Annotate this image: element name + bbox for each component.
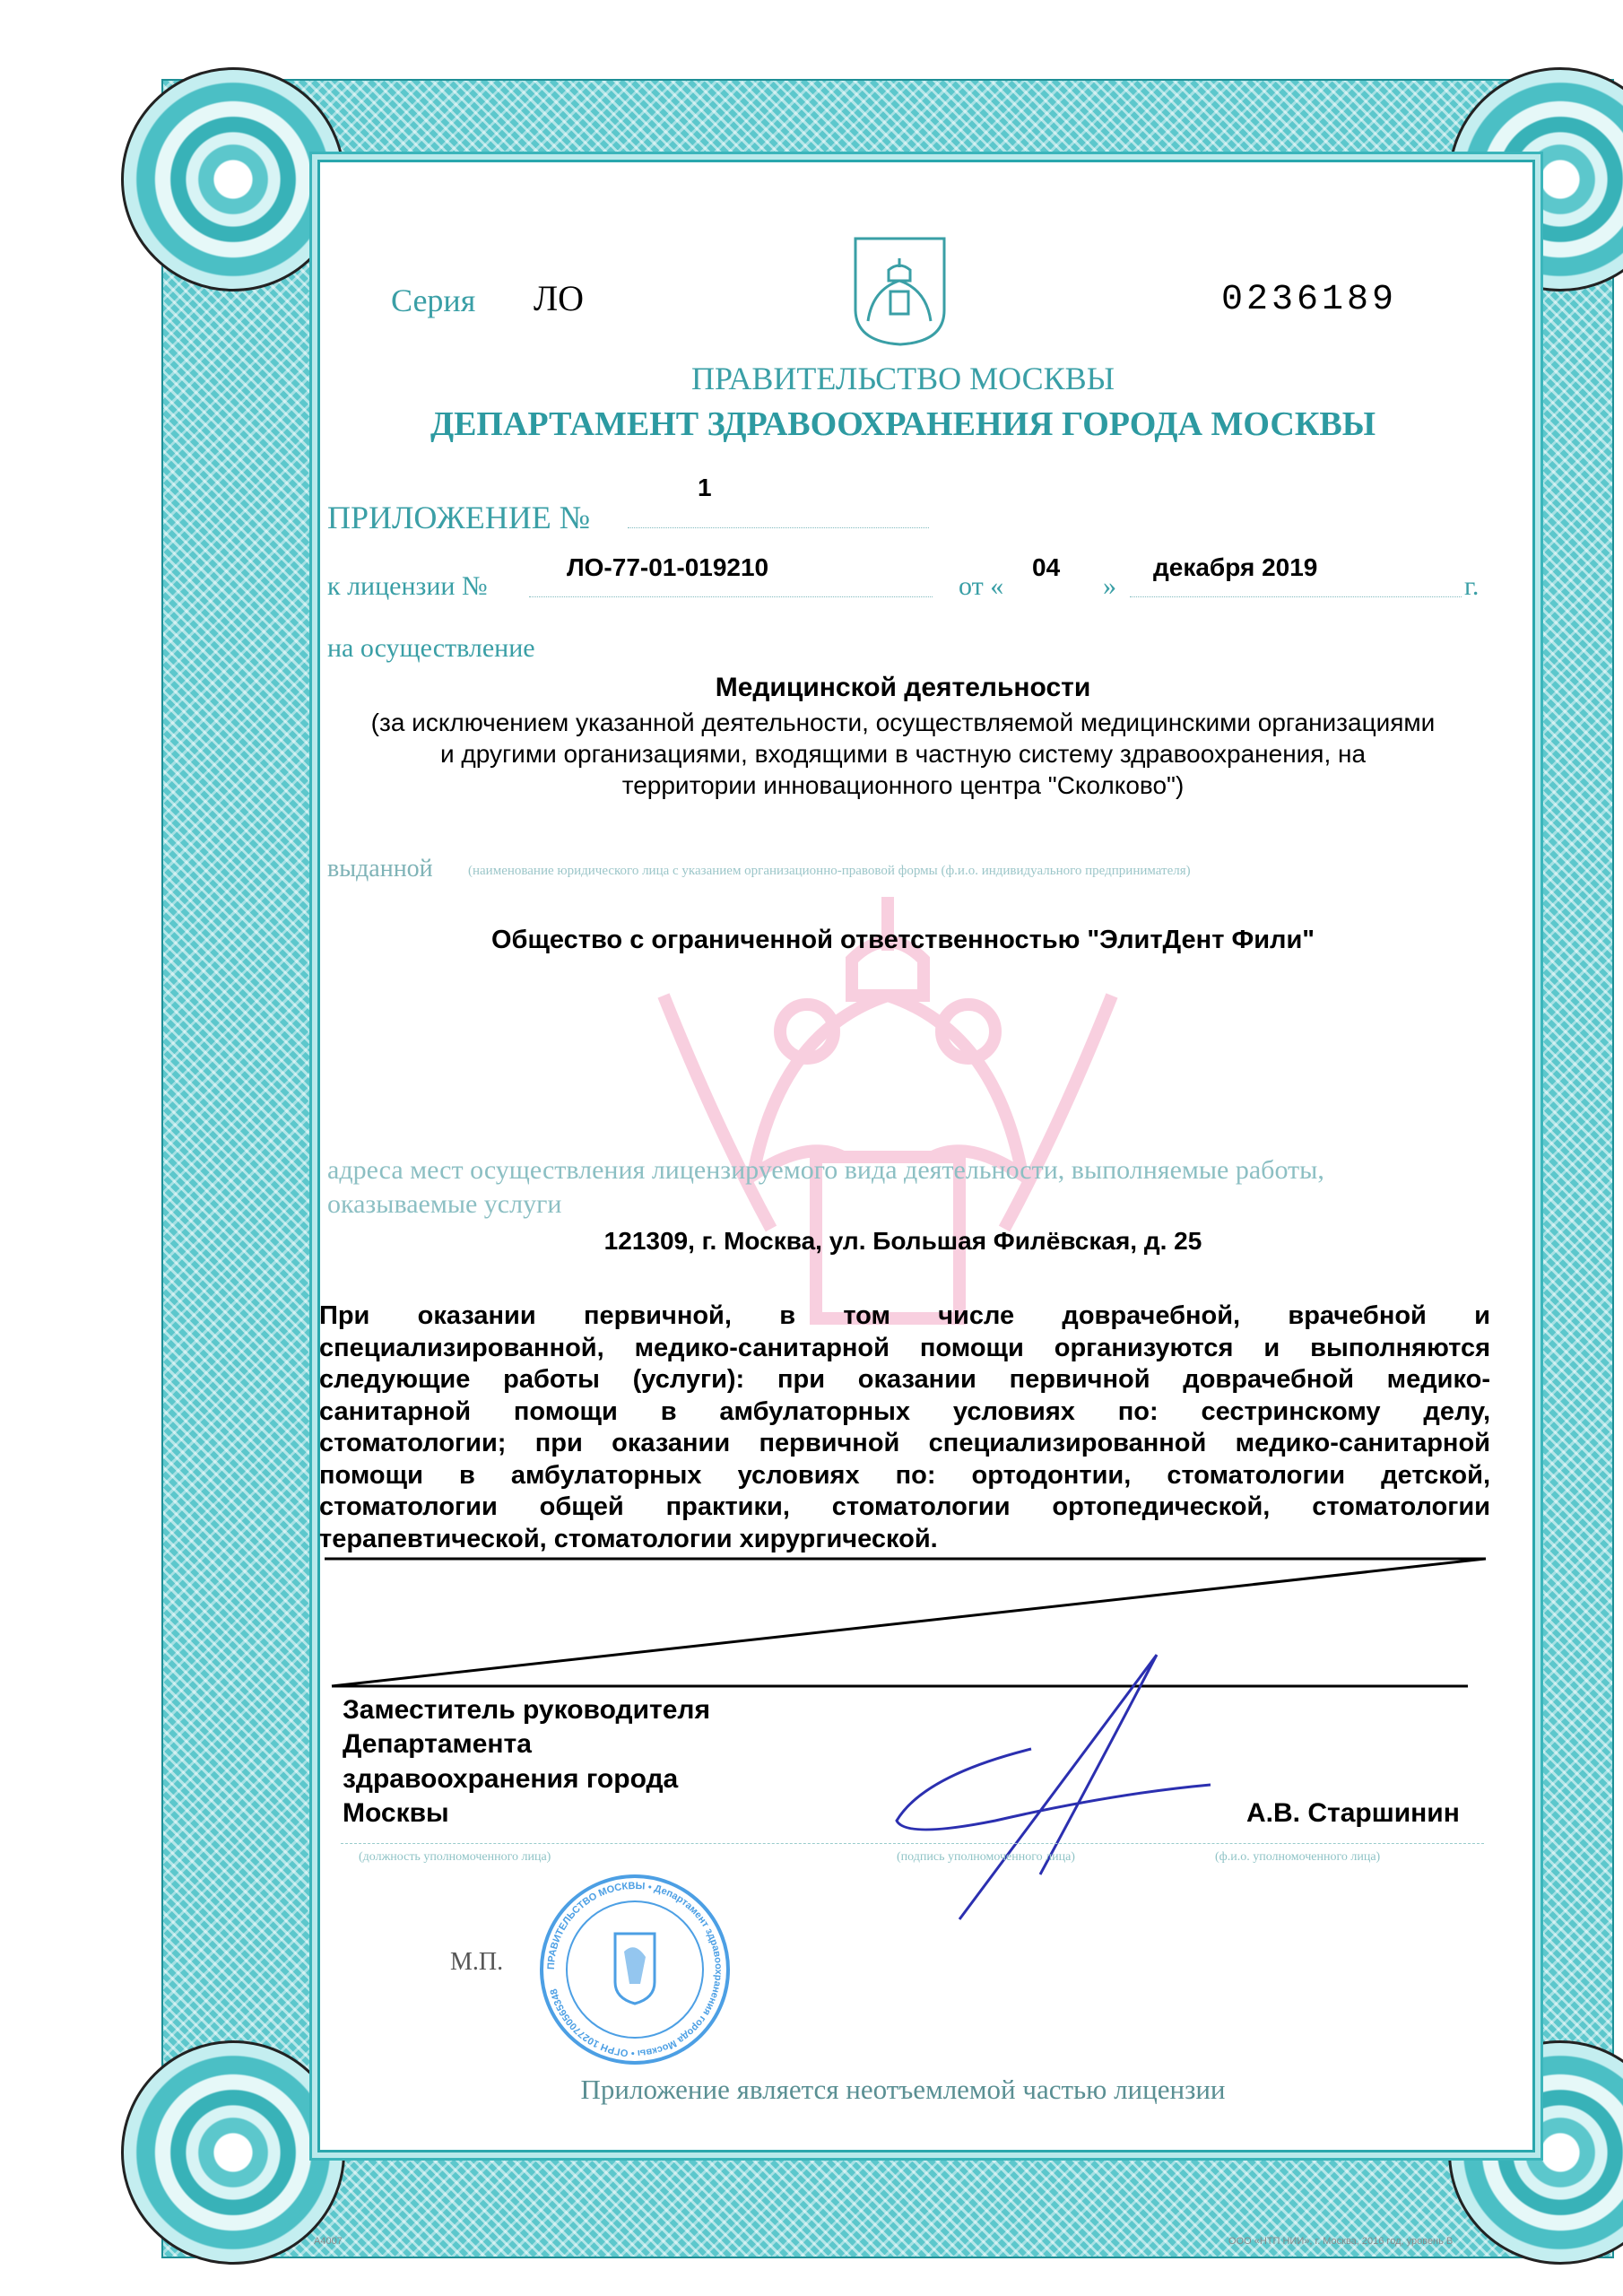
license-number: ЛО-77-01-019210 — [567, 553, 769, 581]
footer-note: Приложение является неотъемлемой частью лицензии — [580, 2074, 1226, 2105]
series-value: ЛО — [534, 278, 585, 318]
signatory-position-line: здравоохранения города — [343, 1764, 679, 1794]
licensee-name: Общество с ограниченной ответственностью "ЭлитДент Фили" — [490, 926, 1315, 954]
official-stamp — [538, 1873, 732, 2066]
signatory-position-line: Заместитель руководителя — [343, 1695, 710, 1725]
date-close-quote: » — [1103, 571, 1116, 601]
services-line: стоматологии общей практики, стоматологии ортопедической, стоматологии — [319, 1492, 1490, 1521]
address-label-2: оказываемые услуги — [327, 1189, 562, 1219]
caption-position: (должность уполномоченного лица) — [359, 1850, 551, 1864]
signatory-position-line: Департамента — [343, 1729, 532, 1759]
services-line: специализированной, медико-санитарной помощи организуются и выполняются — [319, 1333, 1490, 1362]
series-label: Серия — [391, 283, 476, 318]
license-day: 04 — [1032, 553, 1061, 581]
activity-title: Медицинской деятельности — [715, 673, 1091, 702]
year-suffix: г. — [1464, 571, 1480, 601]
printer-info: ООО «НТП НИИ», г. Москва, 2016 год, уровень В — [1228, 2236, 1454, 2247]
activity-address: 121309, г. Москва, ул. Большая Филёвская, д. 25 — [603, 1227, 1202, 1255]
services-line: санитарной помощи в амбулаторных условиях по: сестринскому делу, — [319, 1396, 1490, 1426]
department-title: ДЕПАРТАМЕНТ ЗДРАВООХРАНЕНИЯ ГОРОДА МОСКВЫ — [430, 405, 1376, 443]
services-line: помощи в амбулаторных условиях по: ортодонтии, стоматологии детской, — [319, 1460, 1490, 1490]
stamp-text: ПРАВИТЕЛЬСТВО МОСКВЫ • Департамент здравоохранения города Москвы • ОГРН 1027700565348 — [545, 1880, 725, 2059]
license-label: к лицензии № — [327, 571, 488, 601]
signatory-name: А.В. Старшинин — [1246, 1798, 1460, 1828]
caption-signature: (подпись уполномоченного лица) — [897, 1850, 1075, 1864]
services-line: следующие работы (услуги): при оказании первичной доврачебной медико- — [319, 1365, 1490, 1394]
government-title: ПРАВИТЕЛЬСТВО МОСКВЫ — [690, 361, 1115, 396]
services-line: терапевтической, стоматологии хирургической. — [319, 1524, 938, 1553]
signature-caption-line — [341, 1843, 1484, 1844]
issued-label: выданной — [327, 855, 433, 883]
seal-place-label: М.П. — [450, 1948, 504, 1976]
appendix-label: ПРИЛОЖЕНИЕ № — [327, 500, 591, 535]
activity-label: на осуществление — [327, 633, 535, 663]
caption-name: (ф.и.о. уполномоченного лица) — [1215, 1850, 1381, 1864]
appendix-number: 1 — [698, 474, 712, 501]
activity-note-line: и другими организациями, входящими в частную систему здравоохранения, на — [439, 740, 1367, 768]
activity-note-line: (за исключением указанной деятельности, осуществляемой медицинскими организациями — [370, 709, 1436, 736]
form-code: А4007 — [314, 2236, 343, 2247]
services-line: При оказании первичной, в том числе доврачебной, врачебной и — [319, 1301, 1490, 1330]
license-form-number: 0236189 — [1221, 280, 1398, 320]
issued-caption: (наименование юридического лица с указанием организационно-правовой формы (ф.и.о. индивидуального предпринимателя) — [468, 864, 1191, 878]
license-month-year: декабря 2019 — [1153, 553, 1318, 581]
signatory-position-line: Москвы — [343, 1798, 449, 1828]
address-label: адреса мест осуществления лицензируемого вида деятельности, выполняемые работы, — [327, 1155, 1324, 1185]
activity-note-line: территории инновационного центра "Сколково") — [621, 771, 1185, 799]
services-line: стоматологии; при оказании первичной специализированной медико-санитарной — [319, 1429, 1490, 1457]
date-from-label: от « — [959, 571, 1004, 601]
handwritten-signature — [888, 1650, 1264, 1928]
